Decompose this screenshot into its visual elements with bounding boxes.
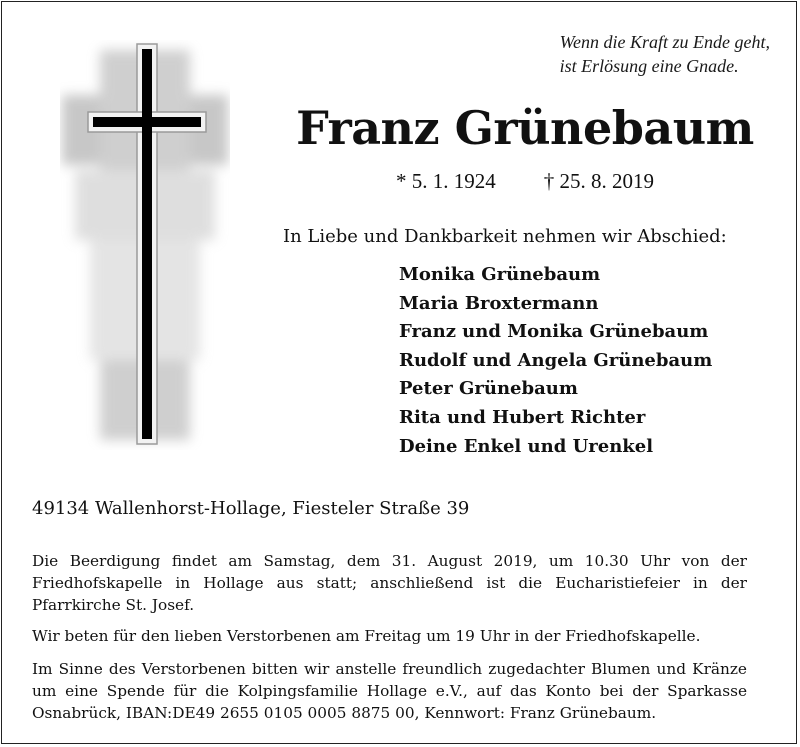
cross-icon [60,40,230,450]
prayer-notice: Wir beten für den lieben Verstorbenen am Freitag um 19 Uhr in der Friedhofskapelle. [32,627,701,645]
death-date: † 25. 8. 2019 [543,169,654,193]
funeral-notice: Die Beerdigung findet am Samstag, dem 31. August 2019, um 10.30 Uhr von der Friedhofskapelle in Hollage aus statt; anschließend ist die Eucharistiefeier in der Pfarrkirche St. Josef. [32,552,747,614]
family-address: 49134 Wallenhorst-Hollage, Fiesteler Straße 39 [32,498,470,519]
birth-date: * 5. 1. 1924 [396,169,496,193]
mourner-item: Maria Broxtermann [399,292,599,314]
epigraph-quote [560,30,770,78]
mourner-item: Peter Grünebaum [399,378,578,400]
farewell-intro: In Liebe und Dankbarkeit nehmen wir Abschied: [283,226,727,247]
mourner-item: Monika Grünebaum [399,264,601,285]
mourner-item: Rita und Hubert Richter [399,406,646,428]
mourner-item: Franz und Monika Grünebaum [399,321,709,343]
mourners-list [399,261,712,461]
quote-line-2: ist Erlösung eine Gnade. [559,56,739,76]
quote-line-1: Wenn die Kraft zu Ende geht, [559,32,770,52]
life-dates [396,168,654,194]
mourner-item: Deine Enkel und Urenkel [399,435,654,457]
deceased-name: Franz Grünebaum [296,101,754,155]
mourner-item: Rudolf und Angela Grünebaum [399,349,713,371]
donation-notice: Im Sinne des Verstorbenen bitten wir anstelle freundlich zugedachter Blumen und Kränze um eine Spende für die Kolpingsfamilie Hollage e.V., auf das Konto bei der Sparkasse Osnabrück, IBAN:DE49 2655 0105 0005 8875 00, Kennwort: Franz Grünebaum. [32,660,747,722]
